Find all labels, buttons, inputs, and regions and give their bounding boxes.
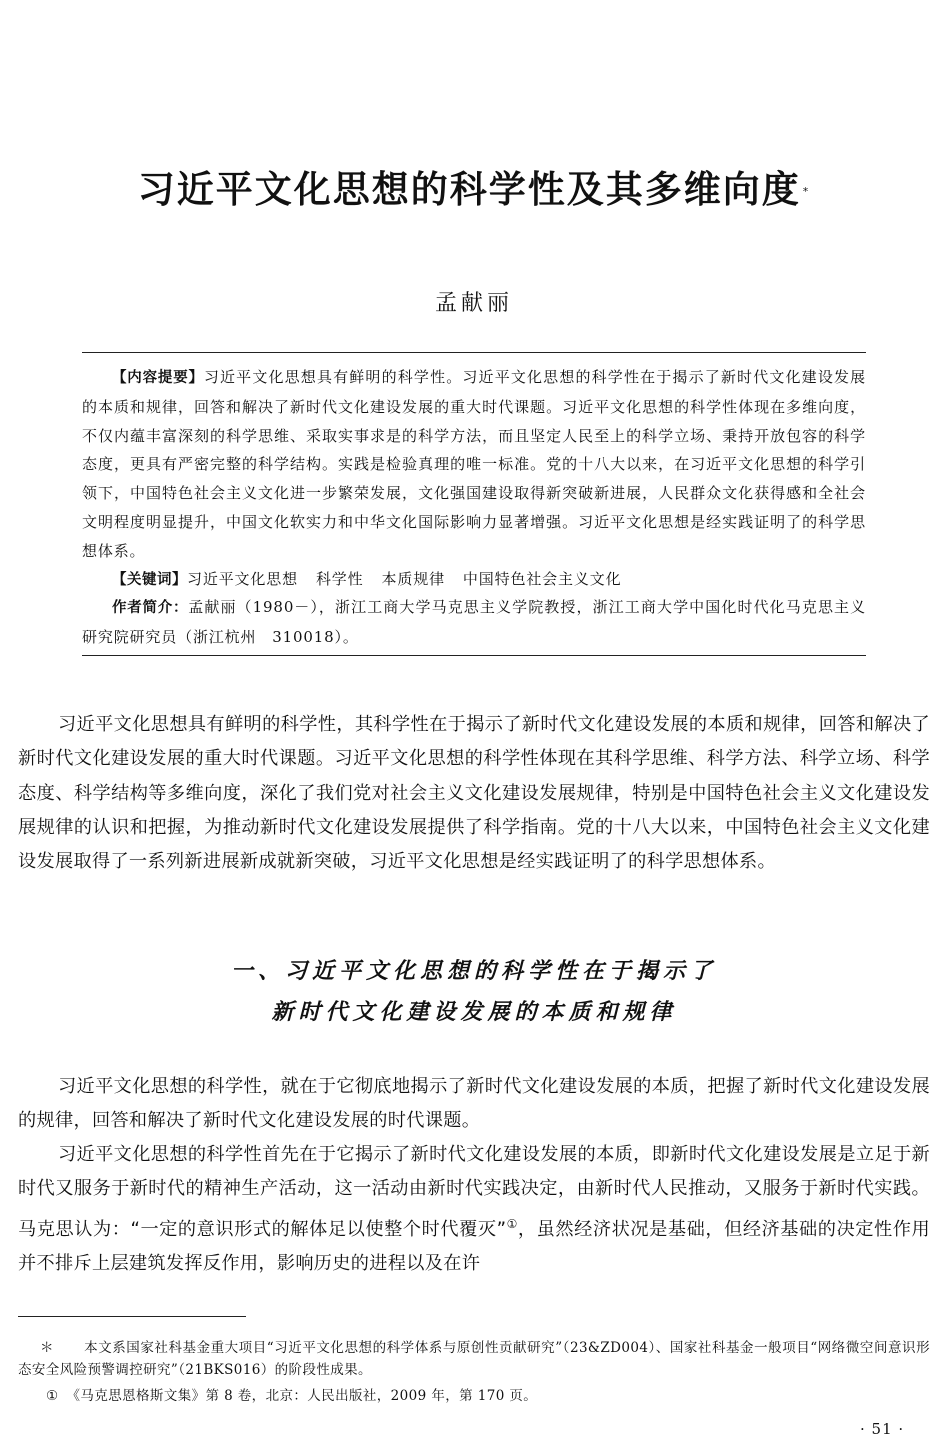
title-text: 习近平文化思想的科学性及其多维向度 xyxy=(137,168,801,211)
paragraph2-text-a: 习近平文化思想的科学性首先在于它揭示了新时代文化建设发展的本质，即新时代文化建设发展是立足于新时代又服务于新时代的精神生产活动，这一活动由新时代实践决定，由新时代人民推动，又服务于新时代实践。马克思认为：“一定的意识形式的解体足以使整个时代覆灭” xyxy=(18,1144,930,1240)
section1-paragraph2 xyxy=(18,1138,930,1281)
keyword: 本质规律 xyxy=(381,570,445,588)
keyword: 中国特色社会主义文化 xyxy=(462,570,622,588)
author-name: 孟献丽 xyxy=(434,291,513,316)
section-heading-line2: 新时代文化建设发展的本质和规律 xyxy=(271,1000,677,1025)
keywords-label: 【关键词】 xyxy=(112,572,187,588)
article-title xyxy=(0,166,948,214)
footnote-1 xyxy=(18,1337,930,1381)
footnote-ref[interactable]: ① xyxy=(506,1216,518,1231)
author-info-label: 作者简介： xyxy=(112,600,189,616)
intro-paragraph: 习近平文化思想具有鲜明的科学性，其科学性在于揭示了新时代文化建设发展的本质和规律，回答和解决了新时代文化建设发展的重大时代课题。习近平文化思想的科学性体现在其科学思维、科学方法、科学立场、科学态度、科学结构等多维向度，深化了我们党对社会主义文化建设发展规律，特别是中国特色社会主义文化建设发展规律的认识和把握，为推动新时代文化建设发展提供了科学指南。党的十八大以来，中国特色社会主义文化建设发展取得了一系列新进展新成就新突破，习近平文化思想是经实践证明了的科学思想体系。 xyxy=(18,714,930,873)
paragraph2-text-b: ，虽然经济状况是基础，但经济基础的决定性作用并不排斥上层建筑发挥反作用，影响历史的进程以及在许 xyxy=(18,1218,931,1274)
footnote-2 xyxy=(46,1385,948,1407)
keywords-line xyxy=(82,565,866,594)
author-info-text: 孟献丽（1980－），浙江工商大学马克思主义学院教授，浙江工商大学中国化时代化马克思主义研究院研究员（浙江杭州 310018）。 xyxy=(82,598,867,646)
footnote-1-text: 本文系国家社科基金重大项目“习近平文化思想的科学体系与原创性贡献研究”（23&ZD004）、国家社科基金一般项目“网络微空间意识形态安全风险预警调控研究”（21BKS016）的阶段性成果。 xyxy=(18,1340,930,1378)
section1-paragraph1: 习近平文化思想的科学性，就在于它彻底地揭示了新时代文化建设发展的本质，把握了新时代文化建设发展的规律，回答和解决了新时代文化建设发展的时代课题。 xyxy=(18,1076,930,1132)
abstract-box xyxy=(82,352,866,656)
keyword: 科学性 xyxy=(315,570,364,588)
footnote-2-text: 《马克思恩格斯文集》第 8 卷，北京：人民出版社，2009 年，第 170 页。 xyxy=(66,1388,538,1404)
abstract-label: 【内容提要】 xyxy=(112,370,204,386)
abstract-paragraph xyxy=(82,363,866,566)
section-heading-line1: 一、习近平文化思想的科学性在于揭示了 xyxy=(230,959,717,984)
footnote-divider xyxy=(18,1316,246,1317)
title-footnote-mark: * xyxy=(802,185,811,198)
page-number: · 51 · xyxy=(860,1420,905,1438)
keyword: 习近平文化思想 xyxy=(187,570,298,588)
abstract-text: 习近平文化思想具有鲜明的科学性。习近平文化思想的科学性在于揭示了新时代文化建设发展的本质和规律，回答和解决了新时代文化建设发展的重大时代课题。习近平文化思想的科学性体现在多维向度，不仅内蕴丰富深刻的科学思维、采取实事求是的科学方法，而且坚定人民至上的科学立场、秉持开放包容的科学态度，更具有严密完整的科学结构。实践是检验真理的唯一标准。党的十八大以来，在习近平文化思想的科学引领下，中国特色社会主义文化进一步繁荣发展，文化强国建设取得新突破新进展，人民群众文化获得感和全社会文明程度明显提升，中国文化软实力和中华文化国际影响力显著增强。习近平文化思想是经实践证明了的科学思想体系。 xyxy=(82,368,867,560)
author-info-line xyxy=(82,593,866,652)
footnote-2-mark: ① xyxy=(46,1388,59,1404)
footnote-1-mark: ＊ xyxy=(40,1340,54,1356)
